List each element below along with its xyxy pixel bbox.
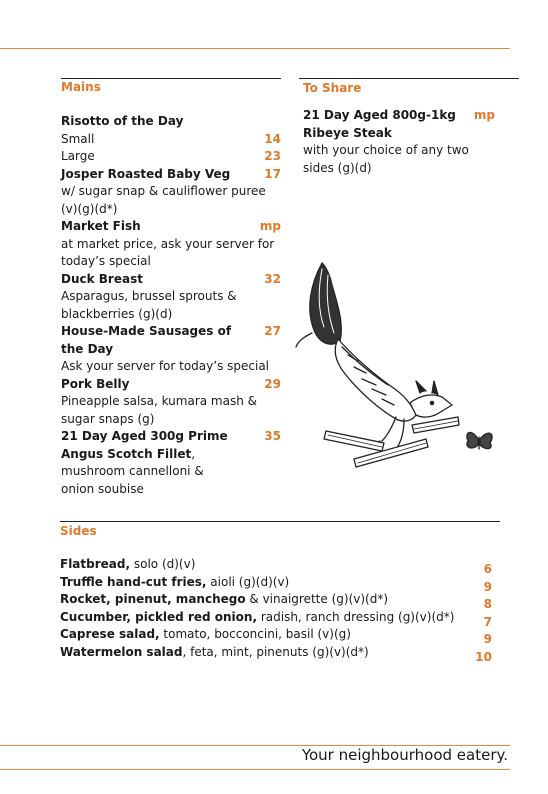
dish-name-wrap — [61, 428, 251, 463]
dish-price: 32 — [264, 271, 281, 286]
dish-price: 17 — [264, 166, 281, 181]
side-name: Truffle hand-cut fries, — [60, 574, 207, 589]
dish-price: 14 — [264, 131, 281, 146]
dish-desc: Large — [61, 149, 95, 163]
dish-risotto — [61, 113, 281, 131]
side-desc: aioli (g)(d)(v) — [206, 574, 290, 589]
dish-name: Market Fish — [61, 219, 141, 233]
dish-risotto-large — [61, 148, 281, 166]
dish-risotto-small — [61, 131, 281, 149]
dish-price: 29 — [264, 376, 281, 391]
side-name: Caprese salad, — [60, 627, 160, 641]
dish-name: Duck Breast — [61, 271, 143, 286]
footer-tagline: Your neighbourhood eatery. — [301, 746, 508, 764]
mains-rule — [61, 78, 281, 79]
sides-rule — [60, 521, 500, 522]
dish-price: 35 — [264, 429, 281, 443]
dish-pork-belly — [61, 376, 281, 429]
side-row — [60, 644, 492, 662]
dish-desc: Asparagus, brussel sprouts & blackberries (g)(d) — [61, 289, 237, 321]
share-rule — [299, 78, 519, 79]
dish-name-suffix: , — [191, 446, 196, 461]
side-row — [60, 556, 492, 574]
top-rule — [0, 48, 510, 49]
side-row — [60, 591, 492, 609]
dish-name: Pork Belly — [61, 376, 130, 391]
dish-desc: with your choice of any two sides (g)(d) — [303, 143, 469, 175]
side-desc: radish, ranch dressing (g)(v)(d*) — [257, 609, 455, 624]
side-desc: tomato, bocconcini, basil (v)(g) — [159, 627, 351, 641]
side-price: 9 — [483, 632, 492, 646]
share-heading: To Share — [303, 81, 362, 95]
sides-list — [60, 556, 492, 664]
side-name: Watermelon salad — [60, 644, 183, 659]
dish-name: 21 Day Aged 800g-1kg Ribeye Steak — [303, 108, 456, 140]
dish-sausages — [61, 323, 281, 376]
dish-price: 23 — [264, 149, 281, 163]
dish-desc: Ask your server for today’s special — [61, 359, 270, 373]
side-price: 8 — [483, 597, 492, 611]
dish-desc: at market price, ask your server for today’s special — [61, 236, 275, 268]
dish-desc: w/ sugar snap & cauliflower puree (v)(g)(d*) — [61, 184, 266, 216]
side-row — [60, 574, 492, 592]
side-price: 7 — [483, 614, 492, 629]
footer-rule-bottom — [0, 769, 510, 770]
sides-heading: Sides — [60, 524, 97, 538]
dish-ribeye — [303, 107, 495, 177]
dish-desc: Small — [61, 131, 95, 146]
dish-duck-breast — [61, 271, 281, 324]
dish-market-fish — [61, 218, 281, 271]
dish-name: 21 Day Aged 300g Prime Angus Scotch Fillet — [61, 429, 228, 461]
side-price: 10 — [475, 649, 492, 664]
side-row — [60, 609, 492, 627]
fox-icon — [292, 255, 504, 485]
dish-price: 27 — [264, 324, 281, 338]
side-price: 9 — [483, 579, 492, 594]
dish-scotch-fillet — [61, 428, 281, 498]
dish-name: House-Made Sausages of the Day — [61, 324, 232, 356]
side-name: Cucumber, pickled red onion, — [60, 609, 258, 624]
side-name: Rocket, pinenut, manchego — [60, 592, 246, 606]
dish-price: mp — [473, 108, 495, 122]
mains-list — [61, 113, 281, 498]
dish-name: Josper Roasted Baby Veg — [61, 166, 231, 181]
share-list — [303, 107, 495, 177]
side-name: Flatbread, — [60, 557, 131, 571]
side-desc: , feta, mint, pinenuts (g)(v)(d*) — [182, 644, 369, 659]
dish-price: mp — [259, 219, 281, 233]
dish-name: Risotto of the Day — [61, 114, 184, 128]
side-row — [60, 626, 492, 644]
side-desc: & vinaigrette (g)(v)(d*) — [245, 592, 389, 606]
side-price: 6 — [483, 562, 492, 576]
dish-desc: mushroom cannelloni & onion soubise — [61, 464, 204, 496]
dish-baby-veg — [61, 166, 281, 219]
dish-desc: Pineapple salsa, kumara mash & sugar snaps (g) — [61, 394, 257, 426]
side-desc: solo (d)(v) — [130, 557, 196, 571]
mains-heading: Mains — [61, 80, 101, 94]
